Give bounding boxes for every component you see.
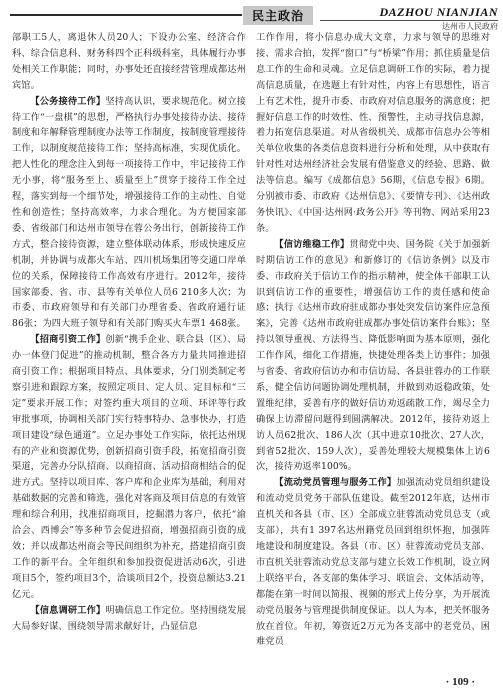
section-heading: 【信访维稳工作】	[274, 238, 350, 250]
section-heading: 【招商引资工作】	[30, 334, 106, 346]
section-body: 坚持高认识，要求规范化。树立接待工作“一盘棋”的思想，严格执行办事处接待办法、接待制度和年解释管理制度办法等工作制度，按制度管理接待工作，以制度规范接待工作；坚持高标准，实现优质化。把人性化的理念注入到每一项接待工作中，牢记接待工作无小事，将“服务至上、质量至上”贯穿于接待工作全过程，落实到每一个细节处，增强接待工作的主动性、自觉性和创造性；坚持高效率，力求合理化。为方便国家部委、省级部门和达州市领导在蓉公务出行，创新接待工作方式，整合接待资源，建立整体联动体系，形成快速反应机制，并协调与成都火车站、四川机场集团等交通口岸单位的关系，保障接待工作高效有序进行。2012年，接待国家部委、省、市、县等有关单位人员6 210多人次；为市委、市政府领导和有关部门办理省委、省政府通行证86张；为四大班子领导和有关部门购买火车票1 468张。	[12, 95, 246, 330]
publication-subtitle: 达州市人民政府	[442, 22, 498, 31]
section-heading: 【信息调研工作】	[30, 604, 106, 616]
paragraph: 部职工5人，离退休人员20人；下设办公室、经济合作科、综合信息科、财务科四个正科级科室，具体履行办事处相关工作职能；同时，办事处还直接经营管理成都达州宾馆。	[12, 32, 246, 91]
section-investment	[12, 332, 246, 602]
section-body: 明确信息工作定位。坚持围绕发展大局参好谋、围绕领导需求献好计，凸显信息	[12, 604, 246, 632]
section-heading: 【流动党员管理与服务工作】	[274, 477, 397, 489]
section-body: 加强流动党员组织建设和流动党员党务干部队伍建设。截至2012年底，达州市直机关和各县（市、区）全部成立驻蓉流动党员总支（或支部），共有1 397名达州籍党员回到组织怀抱，加强阵地建设和制度建设。各县（市、区）驻蓉流动党员支部、市直机关驻蓉流动党总支部与建立长效工作机制，设立网上联络平台，各支部的集体学习、联谊会、文体活动等，都能在第一时间以简报、视频的形式上传分享，为开展流动党员服务与管理提供制度保证。以人为本，把关怀服务放在首位。年初，筹资近2万元为各支部中的老党员、困难党员	[256, 477, 490, 648]
publication-title: DAZHOU NIANJIAN	[379, 5, 498, 19]
running-header	[320, 5, 498, 32]
page-number: · 109 ·	[445, 676, 475, 688]
section-research	[12, 603, 246, 635]
header-right-rule	[320, 20, 498, 21]
section-party-members	[256, 475, 490, 650]
header-rule	[10, 14, 242, 16]
paragraph: 工作作用，将小信息办成大文章，力求与领导的思维对接、需求合拍，发挥“窗口”与“桥梁”作用；抓住质量是信息工作的生命和灵魂。立足信息调研工作的实际，着力提高信息质量，在选题上有针对性，内容上有思想性，语言上有艺术性，提升市委、市政府对信息服务的满意度；把握好信息工作的时效性、性、预警性，主动寻找信息源，着力拓宽信息渠道。对从省级机关、成都市信息办公等相关单位收集的各类信息资料进行分析和处理，从中获取有针对性对达州经济社会发展有借鉴意义的经验、思路、做法等信息。编写《成都信息》56期，《信息专报》6期。分别被市委、市政府《达州信息》、《要情专刊》、《达州政务快讯》、《中国·达州网·政务公开》等刊物、网站采用23条。	[256, 32, 490, 234]
section-body: 贯彻党中央、国务院《关于加强新时期信访工作的意见》和新修订的《信访条例》以及市委、市政府关于信访工作的指示精神，使全体干部职工认识到信访工作的重要性，增强信访工作的责任感和使命感；执行《达州市政府驻成都办事处突发信访案件应急预案》，完善《达州市政府驻成都办事处信访案件台账》；坚持以领导重视、方法得当、降低影响面为基本原则，强化工作作风，细化工作措施，快捷处理各类上访事件；加强与省委、省政府信访办和市信访局、各县驻蓉办的工作联系，健全信访问题协调处理机制，并做到劝返稳政策，处置维纪律，妥善有序的做好信访劝返疏散工作，竭尽全力确保上访滞留问题得到圆满解决。2012年，接待劝返上访人员62批次、186人次（其中进京10批次、27人次，到省52批次、159人次），妥善处理较大规模集体上访6次，接待劝返率100%。	[256, 238, 490, 473]
section-heading: 【公务接待工作】	[30, 95, 106, 107]
section-reception	[12, 94, 246, 333]
section-body: 创新“携手企业、联合县（区）、局办一体登门促进”的推动机制，整合各方力量共同推进招商引资工作；根据项目特点、具体要求，分门别类制定考察引进和跟踪方案，按照定项目、定人员、定目标和“三定”要求开展工作；对签约重大项目的立项、环评等行政审批事项，协调相关部门实行特事特办、急事快办，打造项目建设“绿色通道”。立足办事处工作实际，依托达州现有的产业和资源优势，创新招商引资手段，拓宽招商引资渠道，完善办分队招商、以商招商、活动招商相结合的促进方式。坚持以项目库、客户库和企业库为基础，利用对基础数据的完善和筛选，强化对客商及项目信息的有效管理和综合利用，找准招商项目，挖掘潜力客户，依托“渝洽会、西博会”等多种节会促进招商，增强招商引资的成效；并以成都达州商会等民间组织为补充，搭建招商引资工作的新平台。全年组织和参加投资促进活动6次，引进项目5个，签约项目3个，洽谈项目2个，投资总额达3.21亿元。	[12, 334, 246, 600]
section-petition	[256, 237, 490, 476]
right-column	[256, 30, 490, 670]
left-column	[12, 30, 246, 670]
section-tag: 民主政治	[243, 6, 313, 25]
